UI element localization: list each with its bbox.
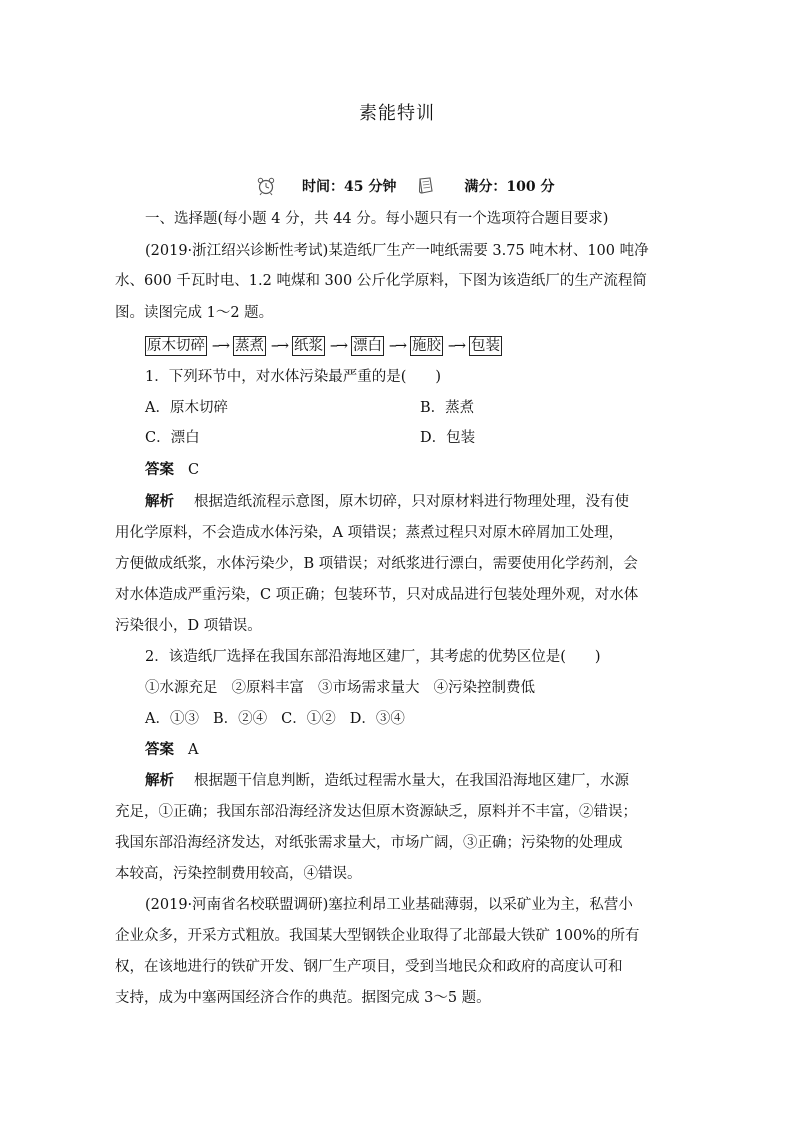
paper-scroll-icon	[416, 176, 436, 196]
flow-step: 蒸煮	[235, 338, 264, 354]
flow-step: 施胶	[412, 338, 441, 354]
intro2-line-2: 企业众多，开采方式粗放。我国某大型钢铁企业取得了北部最大铁矿 100%的所有	[115, 928, 640, 944]
process-flowchart	[145, 336, 502, 356]
flow-step: 原木切碎	[147, 338, 205, 354]
exam-score: 满分：100 分	[464, 179, 555, 195]
flow-arrow: --→	[448, 338, 464, 354]
flow-step: 漂白	[353, 338, 382, 354]
analysis-label: 解析	[145, 772, 174, 789]
flow-step: 纸浆	[294, 338, 323, 354]
flow-step: 包装	[471, 338, 500, 354]
q1-option-c: C．漂白	[145, 430, 200, 446]
q2-option-b: B．②④	[212, 711, 268, 727]
exam-meta	[256, 176, 554, 196]
flow-arrow: --→	[330, 338, 346, 354]
q1-stem: 1．下列环节中，对水体污染最严重的是( )	[145, 369, 442, 385]
intro2-line-3: 权，在该地进行的铁矿开发、钢厂生产项目，受到当地民众和政府的高度认可和	[115, 959, 623, 975]
q2-stem: 2．该造纸厂选择在我国东部沿海地区建厂，其考虑的优势区位是( )	[145, 649, 601, 665]
section-heading: 一、选择题(每小题 4 分，共 44 分。每小题只有一个选项符合题目要求)	[145, 211, 609, 227]
q1-analysis-line-5: 污染很小，D 项错误。	[115, 618, 262, 634]
q1-analysis-line-4: 对水体造成严重污染，C 项正确；包装环节，只对成品进行包装处理外观，对水体	[115, 587, 639, 603]
q2-options	[145, 708, 405, 730]
q1-option-a: A．原木切碎	[145, 400, 228, 416]
flow-arrow: --→	[212, 338, 228, 354]
intro1-line-2: 水、600 千瓦时电、1.2 吨煤和 300 公斤化学原料，下图为该造纸厂的生产流程简	[115, 273, 647, 289]
q2-option-c: C．①②	[281, 711, 336, 727]
q1-analysis-line-1: 解析 根据造纸流程示意图，原木切碎，只对原材料进行物理处理，没有使	[145, 493, 629, 510]
answer-value: A	[188, 742, 199, 758]
q1-option-b: B．蒸煮	[420, 400, 475, 416]
q2-analysis-line-1: 解析 根据题干信息判断，造纸过程需水量大，在我国沿海地区建厂，水源	[145, 772, 629, 789]
q1-answer	[145, 459, 715, 481]
q2-answer	[145, 739, 715, 761]
q1-option-d: D．包装	[420, 430, 476, 446]
q1-analysis-line-2: 用化学原料，不会造成水体污染，A 项错误；蒸煮过程只对原木碎屑加工处理，	[115, 525, 624, 541]
alarm-clock-icon	[256, 176, 276, 196]
q2-analysis-line-4: 本较高，污染控制费用较高，④错误。	[115, 866, 362, 882]
flow-arrow: --→	[389, 338, 405, 354]
intro2-line-1: (2019·河南省名校联盟调研)塞拉利昂工业基础薄弱，以采矿业为主，私营小	[145, 897, 633, 913]
answer-label: 答案	[145, 741, 174, 758]
q2-option-a: A．①③	[145, 711, 199, 727]
answer-value: C	[188, 462, 200, 478]
intro2-line-4: 支持，成为中塞两国经济合作的典范。据图完成 3～5 题。	[115, 990, 491, 1006]
q2-analysis-line-3: 我国东部沿海经济发达，对纸张需求量大，市场广阔，③正确；污染物的处理成	[115, 835, 623, 851]
q2-items: ①水源充足 ②原料丰富 ③市场需求量大 ④污染控制费低	[145, 680, 535, 696]
exam-time: 时间：45 分钟	[302, 179, 397, 195]
q1-analysis-line-3: 方便做成纸浆，水体污染少，B 项错误；对纸浆进行漂白，需要使用化学药剂，会	[115, 556, 638, 572]
page-title: 素能特训	[359, 103, 435, 124]
answer-label: 答案	[145, 461, 174, 478]
q2-analysis-line-2: 充足，①正确；我国东部沿海经济发达但原木资源缺乏，原料并不丰富，②错误；	[115, 804, 637, 820]
q2-option-d: D．③④	[349, 711, 405, 727]
analysis-label: 解析	[145, 493, 174, 510]
intro1-line-1: (2019·浙江绍兴诊断性考试)某造纸厂生产一吨纸需要 3.75 吨木材、100 吨净	[145, 243, 649, 259]
flow-arrow: --→	[271, 338, 287, 354]
intro1-line-3: 图。读图完成 1～2 题。	[115, 305, 274, 321]
